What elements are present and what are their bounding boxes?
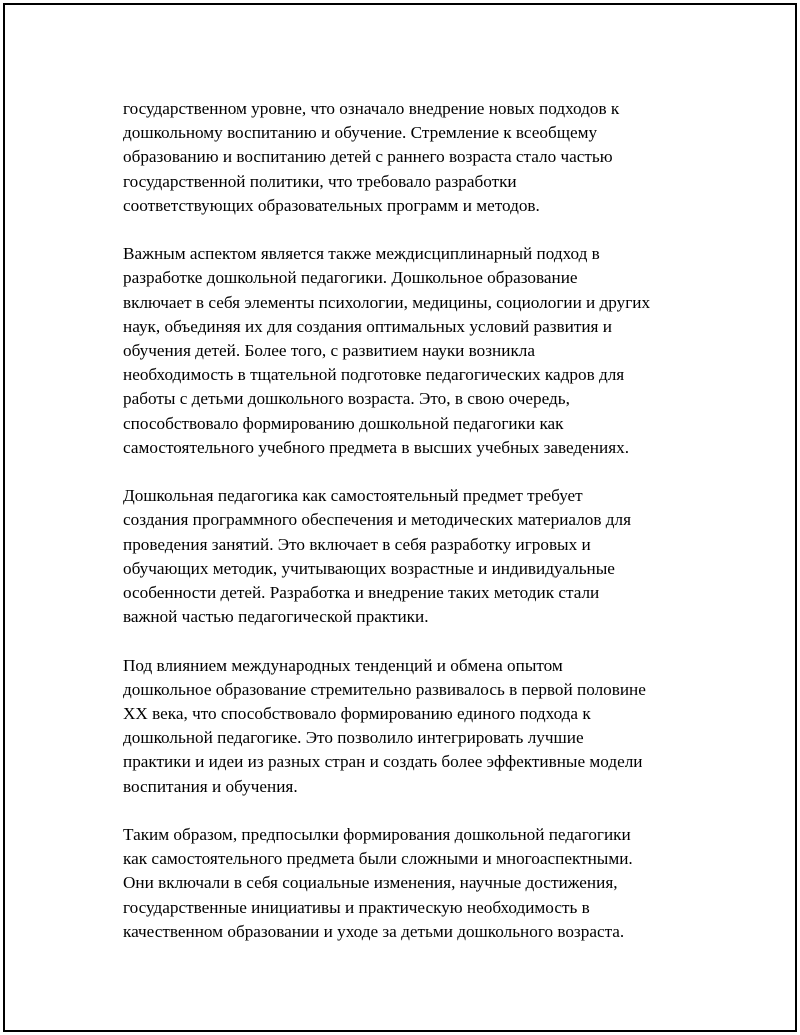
text-line: Важным аспектом является также междисциплинарный подход в — [123, 244, 600, 264]
text-line: разработке дошкольной педагогики. Дошкольное образование — [123, 268, 578, 288]
text-line: соответствующих образовательных программ и методов. — [123, 195, 540, 215]
text-line: качественном образовании и уходе за детьми дошкольного возраста. — [123, 921, 625, 941]
text-line: Они включали в себя социальные изменения, научные достижения, — [123, 873, 618, 893]
text-line: включает в себя элементы психологии, медицины, социологии и других — [123, 292, 651, 312]
text-line: работы с детьми дошкольного возраста. Это, в свою очередь, — [123, 389, 570, 409]
text-line: проведения занятий. Это включает в себя разработку игровых и — [123, 534, 591, 554]
page-frame — [3, 3, 797, 1032]
text-line: государственном уровне, что означало внедрение новых подходов к — [123, 99, 620, 118]
text-line: государственные инициативы и практическую необходимость в — [123, 897, 590, 917]
text-line: воспитания и обучения. — [123, 776, 298, 796]
paragraph-4 — [123, 654, 703, 799]
text-line: дошкольной педагогике. Это позволило интегрировать лучшие — [123, 728, 584, 748]
text-line: способствовало формированию дошкольной педагогики как — [123, 413, 564, 433]
text-line: дошкольному воспитанию и обучение. Стремление к всеобщему — [123, 123, 598, 143]
text-line: образованию и воспитанию детей с раннего возраста стало частью — [123, 147, 613, 167]
text-line: обучающих методик, учитывающих возрастные и индивидуальные — [123, 558, 615, 578]
text-line: Таким образом, предпосылки формирования дошкольной педагогики — [123, 825, 631, 845]
text-line: практики и идеи из разных стран и создать более эффективные модели — [123, 752, 643, 772]
text-line: дошкольное образование стремительно развивалось в первой половине — [123, 679, 646, 699]
text-line: необходимость в тщательной подготовке педагогических кадров для — [123, 365, 625, 385]
text-line: особенности детей. Разработка и внедрение таких методик стали — [123, 583, 600, 603]
text-line: XX века, что способствовало формированию единого подхода к — [123, 704, 591, 724]
text-line: самостоятельного учебного предмета в высших учебных заведениях. — [123, 437, 629, 457]
text-line: обучения детей. Более того, с развитием науки возникла — [123, 341, 535, 361]
text-line: создания программного обеспечения и методических материалов для — [123, 510, 632, 530]
text-line: Дошкольная педагогика как самостоятельный предмет требует — [123, 486, 583, 506]
paragraph-2 — [123, 242, 703, 460]
text-line: наук, объединяя их для создания оптимальных условий развития и — [123, 316, 612, 336]
text-line: как самостоятельного предмета были сложными и многоаспектными. — [123, 849, 633, 869]
document-body — [123, 97, 703, 944]
text-line: Под влиянием международных тенденций и обмена опытом — [123, 655, 563, 675]
paragraph-3 — [123, 484, 703, 629]
text-line: важной частью педагогической практики. — [123, 607, 429, 627]
paragraph-5 — [123, 823, 703, 944]
text-line: государственной политики, что требовало разработки — [123, 171, 517, 191]
paragraph-1 — [123, 97, 703, 218]
